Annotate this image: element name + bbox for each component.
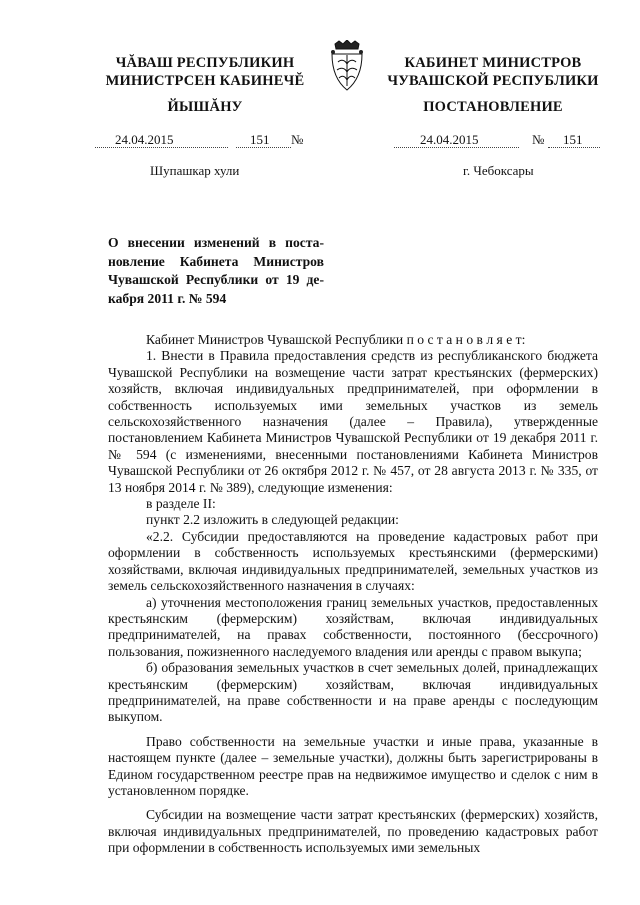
- body-paragraph-3: пункт 2.2 изложить в следующей редакции:: [146, 512, 399, 528]
- left-doc-type: ЙЫШĂНУ: [167, 99, 243, 115]
- left-date: 24.04.2015: [115, 132, 174, 147]
- title-line1: О внесении изменений в поста-: [108, 235, 324, 250]
- body-paragraph-6: б) образования земельных участков в счет земельных долей, принадлежащих крестьянским (фермерским) хозяйствам, включая индивидуальных предпринимателей, на праве собственности и на праве аренды с последующим выкупом.: [108, 660, 598, 725]
- body-intro: Кабинет Министров Чувашской Республики п о с т а н о в л я е т:: [146, 332, 526, 347]
- left-date-underline: [95, 147, 228, 148]
- right-date-underline: [394, 147, 519, 148]
- left-number: 151: [250, 132, 270, 147]
- left-authority-line2: МИНИСТРСЕН КАБИНЕЧĔ: [105, 73, 305, 89]
- left-number-sign: №: [291, 132, 304, 147]
- title-line2: новление Кабинета Министров: [108, 253, 324, 269]
- left-authority-name: [95, 54, 315, 90]
- title-line4: кабря 2011 г. № 594: [108, 290, 227, 306]
- body-paragraph-1: 1. Внести в Правила предоставления средств из республиканского бюджета Чувашской Республики на возмещение части затрат крестьянских (фермерских) хозяйств, включая индивидуальных предпринимателей, при оформлении в собственность используемых ими земельных участков из земель сельскохозяйственного назначения (далее – Правила), утвержденные постановлением Кабинета Министров Чувашской Республики от 19 декабря 2011 г. № 594 (с изменениями, внесенными постановлениями Кабинета Министров Чувашской Республики от 26 октября 2012 г. № 457, от 28 августа 2013 г. № 335, от 13 ноября 2014 г. № 389), следующие изменения:: [108, 348, 598, 495]
- body-paragraph-4: «2.2. Субсидии предоставляются на проведение кадастровых работ при оформлении в собственность используемых крестьянскими (фермерскими) хозяйствами, включая индивидуальных предпринимателей, земельных участков из земель сельскохозяйственного назначения в случаях:: [108, 528, 598, 594]
- right-authority-line2: ЧУВАШСКОЙ РЕСПУБЛИКИ: [387, 73, 599, 89]
- right-number: 151: [563, 132, 583, 147]
- left-number-underline: [236, 147, 291, 148]
- right-authority-name: [378, 54, 608, 90]
- right-authority-line1: КАБИНЕТ МИНИСТРОВ: [404, 55, 582, 71]
- right-place: г. Чебоксары: [463, 163, 534, 178]
- chuvash-emblem-icon: [327, 40, 367, 94]
- body-paragraph-5: а) уточнения местоположения границ земельных участков, предоставленных крестьянским (фермерским) хозяйствам, включая индивидуальных предпринимателей, на правах собственности, постоянного (бессрочного) пользования, пожизненного наследуемого владения или аренды с правом выкупа;: [108, 594, 598, 659]
- body-paragraph-7: Право собственности на земельные участки и иные права, указанные в настоящем пункте (далее – земельные участки), должны быть зарегистрированы в Едином государственном реестре прав на недвижимое имущество и сделок с ним в установленном порядке.: [108, 733, 598, 798]
- right-date: 24.04.2015: [420, 132, 479, 147]
- document-body: [108, 332, 598, 857]
- body-paragraph-8: Субсидии на возмещение части затрат крестьянских (фермерских) хозяйств, включая индивидуальных предпринимателей, по проведению кадастровых работ при оформлении в собственность используемых ими земельных: [108, 807, 598, 856]
- right-number-underline: [548, 147, 600, 148]
- document-title: [108, 234, 324, 308]
- left-authority-line1: ЧĂВАШ РЕСПУБЛИКИН: [115, 55, 295, 71]
- right-doc-type: ПОСТАНОВЛЕНИЕ: [423, 99, 563, 115]
- left-place: Шупашкар хули: [150, 163, 240, 178]
- right-number-sign: №: [532, 132, 545, 147]
- title-line3: Чувашской Республики от 19 де-: [108, 272, 324, 287]
- body-paragraph-2: в разделе II:: [146, 496, 216, 512]
